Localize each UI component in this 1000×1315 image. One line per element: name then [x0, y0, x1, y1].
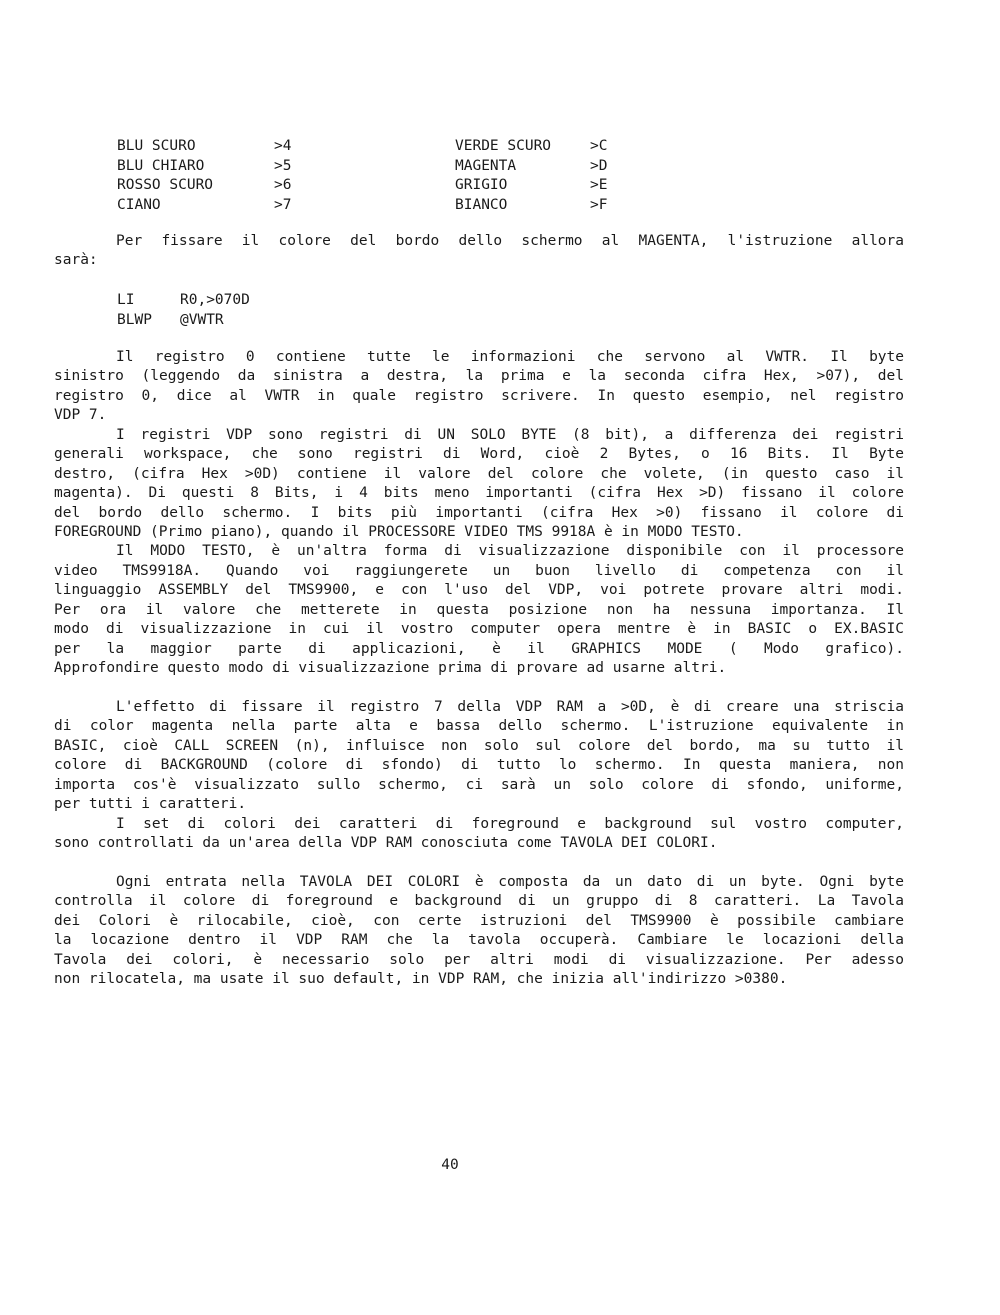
table-row [117, 176, 617, 196]
color-name: BLU CHIARO [117, 157, 205, 174]
body-text [54, 348, 904, 989]
text-line: per tutti i caratteri. [54, 796, 247, 813]
text-line: modo di visualizzazione in cui il vostro computer opera mentre è in BASIC o EX.BASIC [54, 621, 904, 638]
text-line: del bordo dello schermo. I bits più importanti (cifra Hex >0) fissano il colore di [54, 504, 904, 521]
table-row [117, 137, 617, 157]
intro-paragraph [54, 232, 904, 271]
text-line: colore di BACKGROUND (colore di sfondo) di tutto lo schermo. In questa maniera, non [54, 757, 904, 774]
color-code: >C [590, 138, 608, 154]
text-line: I set di colori dei caratteri di foreground e background sul vostro computer, [116, 815, 904, 832]
color-code: >6 [274, 177, 292, 193]
color-name: CIANO [117, 196, 161, 213]
text-line: Il registro 0 contiene tutte le informazioni che servono al VWTR. Il byte [116, 349, 904, 365]
text-line: Per ora il valore che metterete in questa posizione non ha nessuna importanza. Il [54, 601, 904, 618]
color-name: GRIGIO [455, 177, 508, 193]
color-name: BLU SCURO [117, 138, 196, 154]
color-name: VERDE SCURO [455, 138, 552, 154]
code-operand: R0,>070D [180, 292, 250, 308]
text-line: magenta). Di questi 8 Bits, i 4 bits meno importanti (cifra Hex >D) fissano il colore [54, 485, 904, 502]
color-code: >5 [274, 157, 292, 174]
text-line: sinistro (leggendo da sinistra a destra, la prima e la seconda cifra Hex, >07), del [54, 368, 904, 385]
text-line: I registri VDP sono registri di UN SOLO BYTE (8 bit), a differenza dei registri [116, 426, 904, 443]
text-line: L'effetto di fissare il registro 7 della VDP RAM a >0D, è di creare una striscia [116, 698, 904, 715]
code-line [117, 291, 250, 311]
color-name: MAGENTA [455, 157, 517, 174]
code-operand: @VWTR [180, 311, 224, 328]
text-line: dei Colori è rilocabile, cioè, con certe istruzioni del TMS9900 è possibile cambiare [54, 912, 904, 929]
text-line: Per fissare il colore del bordo dello schermo al MAGENTA, l'istruzione allora [116, 233, 904, 249]
text-line: controlla il colore di foreground e background di un gruppo di 8 caratteri. La Tavola [54, 893, 904, 910]
color-code-table [117, 137, 617, 215]
text-line: di color magenta nella parte alta e bassa dello schermo. L'istruzione equivalente in [54, 718, 904, 735]
color-name: BIANCO [455, 196, 508, 213]
text-line: la locazione dentro il VDP RAM che la tavola occuperà. Cambiare le locazioni della [54, 932, 904, 949]
color-name: ROSSO SCURO [117, 177, 214, 193]
text-line: Approfondire questo modo di visualizzazione prima di provare ad usarne altri. [54, 660, 727, 676]
text-line: generali workspace, che sono registri di Word, cioè 2 Bytes, o 16 Bits. Il Byte [54, 446, 904, 463]
text-line: sono controllati da un'area della VDP RAM conosciuta come TAVOLA DEI COLORI. [54, 834, 718, 851]
color-code: >E [590, 177, 608, 193]
table-row [117, 157, 617, 177]
code-block [117, 291, 250, 330]
text-line: registro 0, dice al VWTR in quale registro scrivere. In questo esempio, nel registro [54, 387, 904, 404]
text-line: Il MODO TESTO, è un'altra forma di visualizzazione disponibile con il processore [116, 543, 904, 560]
color-code: >4 [274, 138, 292, 154]
text-line: BASIC, cioè CALL SCREEN (n), influisce non solo sul colore del bordo, ma su tutto il [54, 737, 904, 754]
color-code: >7 [274, 196, 292, 213]
code-opcode: BLWP [117, 311, 152, 328]
text-line: Tavola dei colori, è necessario solo per altri modi di visualizzazione. Per adesso [54, 951, 904, 968]
text-line: importa cos'è visualizzato sullo schermo, ci sarà un solo colore di sfondo, uniforme, [54, 776, 904, 793]
text-line: linguaggio ASSEMBLY del TMS9900, e con l'uso del VDP, voi potrete provare altri modi. [54, 582, 904, 599]
color-code: >D [590, 157, 608, 174]
page-number: 40 [441, 1157, 459, 1173]
color-code: >F [590, 196, 608, 213]
code-line [117, 311, 250, 331]
code-opcode: LI [117, 292, 135, 308]
text-line: VDP 7. [54, 407, 107, 424]
text-line: non rilocatela, ma usate il suo default, in VDP RAM, che inizia all'indirizzo >0380. [54, 971, 788, 987]
table-row [117, 196, 617, 216]
text-line: Ogni entrata nella TAVOLA DEI COLORI è composta da un dato di un byte. Ogni byte [116, 873, 904, 890]
text-line: video TMS9918A. Quando voi raggiungerete un buon livello di competenza con il [54, 562, 904, 579]
text-line: FOREGROUND (Primo piano), quando il PROCESSORE VIDEO TMS 9918A è in MODO TESTO. [54, 523, 744, 540]
text-line: sarà: [54, 252, 98, 269]
text-line: destro, (cifra Hex >0D) contiene il valore del colore che volete, (in questo caso il [54, 465, 904, 482]
text-line: per la maggior parte di applicazioni, è il GRAPHICS MODE ( Modo grafico). [54, 640, 904, 657]
